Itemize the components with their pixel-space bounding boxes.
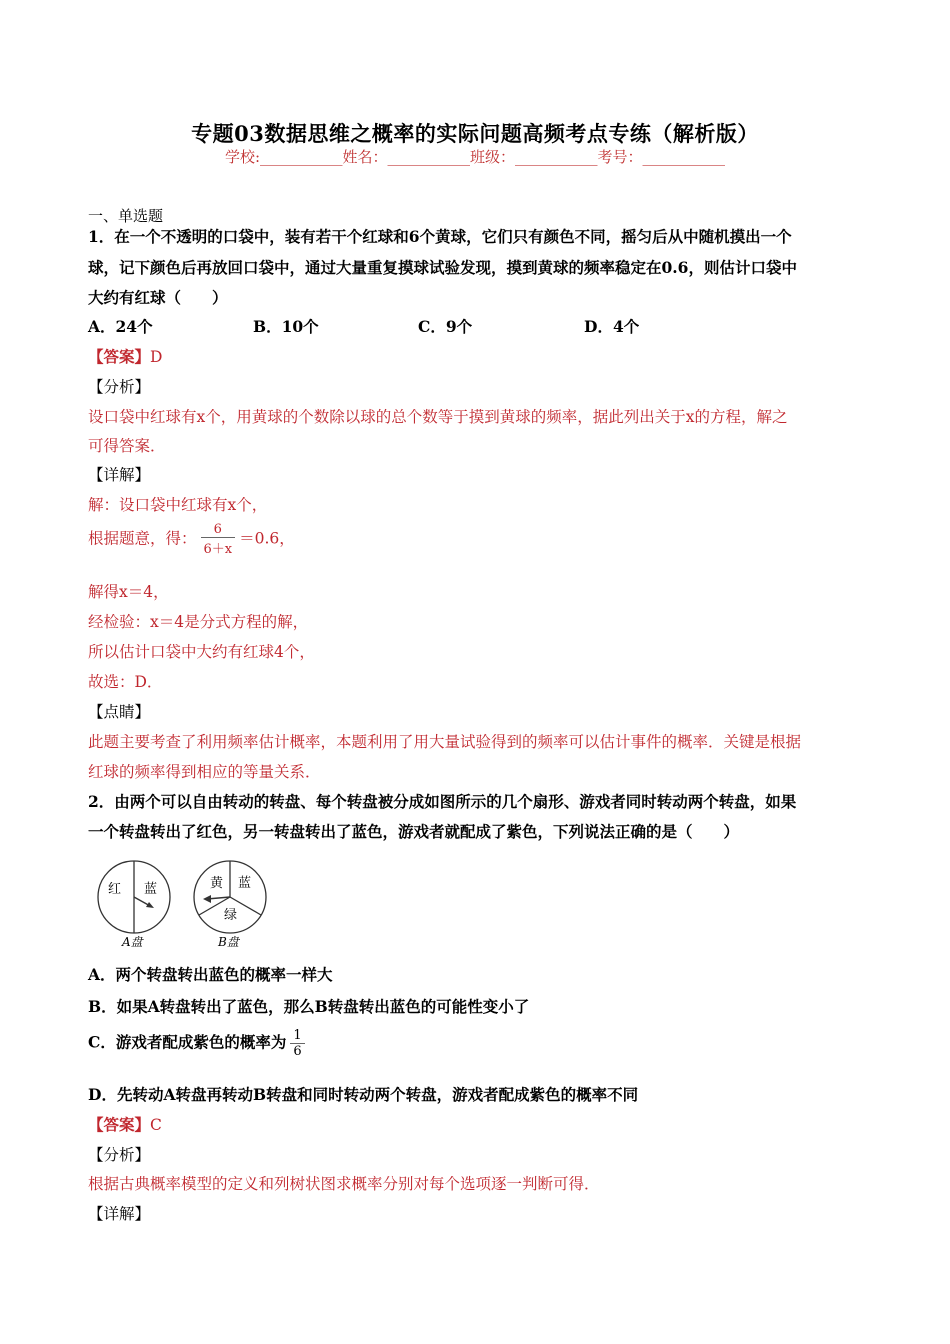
disk-b-label-blue: 蓝	[238, 876, 252, 891]
section-heading: 一、单选题	[88, 207, 164, 225]
q1-detail-line-1: 解：设口袋中红球有x个，	[88, 496, 268, 514]
disk-b-label-green: 绿	[224, 908, 238, 923]
student-info-line: 学校:___________姓名：___________班级：___________考号：___________	[224, 148, 726, 166]
q1-stem-line-3: 大约有红球（ ）	[88, 288, 228, 307]
q2-detail-tag: 【详解】	[88, 1205, 151, 1223]
disk-a-label-red: 红	[108, 882, 122, 897]
q1-detail-equation	[88, 522, 295, 557]
q1-detail-line-6: 故选：D．	[88, 673, 163, 691]
q1-answer-value: D	[150, 348, 163, 366]
disk-a-label-blue: 蓝	[144, 882, 158, 897]
q2-option-c-text: C．游戏者配成紫色的概率为	[88, 1032, 287, 1052]
q1-analysis-line-2: 可得答案．	[88, 437, 166, 455]
q1-analysis-line-1: 设口袋中红球有x个，用黄球的个数除以球的总个数等于摸到黄球的频率，据此列出关于x的方程，解之	[88, 408, 788, 426]
q1-detail-line-3: 解得x＝4，	[88, 583, 169, 601]
q2-answer-tag: 【答案】	[88, 1115, 151, 1134]
q1-fraction-numerator: 6	[201, 522, 236, 538]
q2-option-d: D．先转动A转盘再转动B转盘和同时转动两个转盘，游戏者配成紫色的概率不同	[88, 1085, 639, 1104]
q1-option-d: D．4个	[584, 317, 640, 336]
q1-option-c: C．9个	[418, 317, 473, 336]
q1-stem-line-1: 1．在一个不透明的口袋中，装有若干个红球和6个黄球，它们只有颜色不同，摇匀后从中随机摸出一个	[88, 227, 792, 246]
disk-b-caption: B盘	[218, 935, 239, 949]
q1-fraction-denominator: 6＋x	[203, 542, 233, 557]
q1-equation-prefix: 根据题意，得：	[88, 529, 197, 548]
q1-comment-line-1: 此题主要考查了利用频率估计概率，本题利用了用大量试验得到的频率可以估计事件的概率．关键是根据	[88, 733, 802, 751]
q2-answer-value: C	[150, 1116, 162, 1134]
q1-detail-tag: 【详解】	[88, 466, 151, 484]
q1-fraction	[201, 522, 236, 557]
q2-analysis-tag: 【分析】	[88, 1146, 151, 1164]
q1-answer-tag: 【答案】	[88, 347, 151, 366]
q2-option-c-fraction	[290, 1028, 304, 1059]
q2-answer	[88, 1113, 162, 1135]
page-title: 专题03数据思维之概率的实际问题高频考点专练（解析版）	[191, 121, 759, 146]
q1-answer	[88, 345, 162, 367]
q2-analysis-line: 根据古典概率模型的定义和列树状图求概率分别对每个选项逐一判断可得．	[88, 1175, 600, 1193]
q2-option-c-numerator: 1	[290, 1028, 304, 1044]
q1-comment-line-2: 红球的频率得到相应的等量关系．	[88, 763, 321, 781]
q1-analysis-tag: 【分析】	[88, 378, 151, 396]
q1-option-b: B．10个	[253, 317, 319, 336]
disk-a-caption: A盘	[122, 935, 143, 949]
q2-stem-line-1: 2．由两个可以自由转动的转盘、每个转盘被分成如图所示的几个扇形、游戏者同时转动两个转盘，如果	[88, 792, 797, 811]
q1-option-a: A．24个	[88, 317, 153, 336]
q1-stem-line-2: 球，记下颜色后再放回口袋中，通过大量重复摸球试验发现，摸到黄球的频率稳定在0.6，则估计口袋中	[88, 258, 797, 277]
q2-option-c-denominator: 6	[293, 1044, 302, 1059]
q2-option-c	[88, 1028, 309, 1059]
q1-detail-line-5: 所以估计口袋中大约有红球4个，	[88, 643, 315, 661]
q1-equation-suffix: ＝0.6，	[239, 529, 295, 548]
disk-b-label-yellow: 黄	[210, 876, 224, 891]
q2-option-b: B．如果A转盘转出了蓝色，那么B转盘转出蓝色的可能性变小了	[88, 997, 530, 1016]
q2-option-a: A．两个转盘转出蓝色的概率一样大	[88, 965, 333, 984]
q1-detail-line-4: 经检验：x＝4是分式方程的解，	[88, 613, 309, 631]
spinner-figure	[90, 855, 280, 955]
disk-b-arrow-icon	[203, 895, 211, 903]
q1-comment-tag: 【点睛】	[88, 703, 151, 721]
q2-stem-line-2: 一个转盘转出了红色，另一转盘转出了蓝色，游戏者就配成了紫色，下列说法正确的是（ ）	[88, 822, 740, 841]
